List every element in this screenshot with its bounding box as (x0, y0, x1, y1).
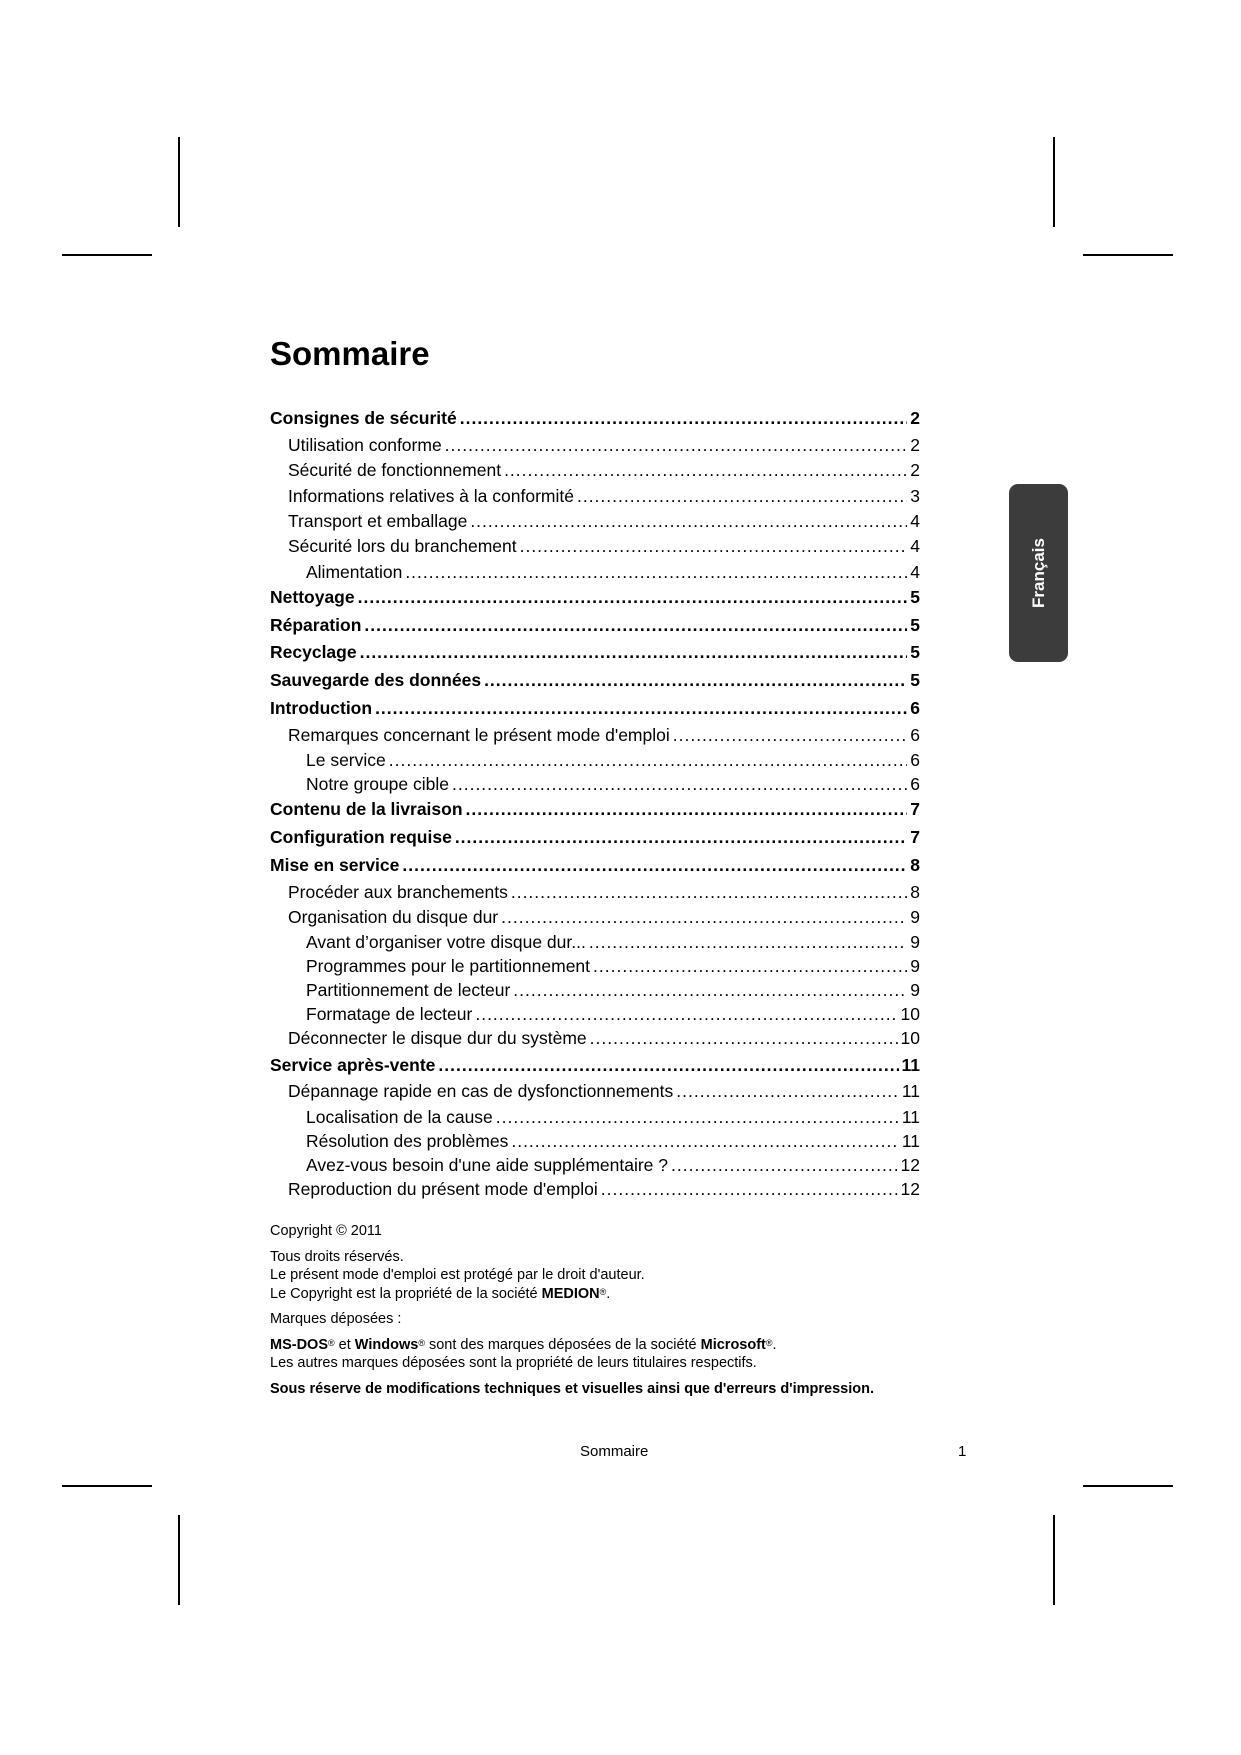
crop-mark-top-right-vertical (1053, 137, 1055, 227)
toc-entry-page: 12 (900, 1154, 920, 1175)
owner-line: Le Copyright est la propriété de la société MEDION®. (270, 1285, 611, 1302)
toc-entry (270, 405, 920, 433)
toc-entry-label: Utilisation conforme (288, 434, 442, 455)
toc-dot-leader (511, 880, 907, 905)
toc-entry-page: 2 (910, 434, 920, 455)
toc-entry-page: 2 (910, 460, 920, 481)
footer-section-name: Sommaire (580, 1443, 649, 1460)
toc-entry-label: Service après-vente (270, 1054, 436, 1075)
toc-dot-leader (504, 458, 907, 483)
toc-entry-label: Reproduction du présent mode d'emploi (288, 1178, 598, 1199)
toc-entry (270, 796, 920, 824)
toc-entry-label: Configuration requise (270, 826, 452, 847)
toc-entry-page: 9 (910, 932, 920, 953)
toc-dot-leader (455, 824, 907, 852)
toc-entry-page: 8 (910, 854, 920, 875)
toc-entry (270, 954, 920, 978)
toc-dot-leader (671, 1153, 898, 1177)
toc-entry-page: 6 (910, 724, 920, 745)
toc-dot-leader (402, 852, 907, 880)
toc-entry-label: Sécurité lors du branchement (288, 536, 517, 557)
toc-entry-page: 3 (910, 485, 920, 506)
toc-entry-label: Localisation de la cause (306, 1106, 493, 1127)
toc-entry (270, 852, 920, 880)
toc-entry (270, 978, 920, 1002)
protected-line: Le présent mode d'emploi est protégé par le droit d'auteur. (270, 1267, 645, 1283)
toc-dot-leader (375, 695, 907, 723)
toc-entry-page: 4 (910, 561, 920, 582)
toc-entry-label: Formatage de lecteur (306, 1004, 473, 1025)
legal-notice (270, 1222, 990, 1398)
toc-dot-leader (590, 1026, 898, 1051)
toc-entry-label: Le service (306, 750, 386, 771)
toc-dot-leader (389, 748, 908, 772)
toc-entry-label: Déconnecter le disque dur du système (288, 1028, 587, 1049)
crop-mark-bottom-left-horizontal (62, 1485, 152, 1487)
toc-entry-page: 6 (910, 774, 920, 795)
page-title: Sommaire (270, 335, 430, 372)
toc-entry-page: 10 (900, 1028, 920, 1049)
toc-dot-leader (445, 433, 908, 458)
toc-entry-label: Nettoyage (270, 586, 355, 607)
toc-entry-label: Résolution des problèmes (306, 1130, 509, 1151)
toc-entry-page: 6 (910, 697, 920, 718)
toc-dot-leader (676, 1079, 899, 1104)
toc-entry (270, 534, 920, 559)
toc-dot-leader (358, 584, 908, 612)
toc-dot-leader (460, 405, 908, 433)
microsoft-brand: Microsoft (700, 1336, 766, 1353)
toc-entry-label: Dépannage rapide en cas de dysfonctionnements (288, 1081, 674, 1102)
copyright-line: Copyright © 2011 (270, 1223, 382, 1239)
toc-dot-leader (360, 639, 908, 667)
toc-dot-leader (466, 796, 908, 824)
toc-entry (270, 824, 920, 852)
toc-entry (270, 509, 920, 534)
trademarks-line: MS-DOS® et Windows® sont des marques déposées de la société Microsoft®. (270, 1336, 777, 1353)
other-trademarks-line: Les autres marques déposées sont la propriété de leurs titulaires respectifs. (270, 1355, 757, 1371)
toc-entry (270, 1026, 920, 1051)
toc-dot-leader (593, 954, 907, 978)
toc-entry-label: Avant d’organiser votre disque dur... (306, 932, 586, 953)
toc-entry-page: 4 (910, 510, 920, 531)
toc-entry-page: 5 (910, 614, 920, 635)
toc-entry-label: Notre groupe cible (306, 774, 449, 795)
toc-entry-label: Recyclage (270, 642, 357, 663)
crop-mark-bottom-right-vertical (1053, 1515, 1055, 1605)
toc-entry-page: 2 (910, 408, 920, 428)
toc-entry (270, 484, 920, 509)
toc-entry (270, 1105, 920, 1129)
toc-entry-label: Sauvegarde des données (270, 670, 482, 691)
toc-entry (270, 433, 920, 458)
toc-dot-leader (673, 723, 908, 748)
toc-entry (270, 612, 920, 640)
toc-entry-label: Réparation (270, 614, 362, 635)
toc-entry-label: Remarques concernant le présent mode d'emploi (288, 724, 670, 745)
toc-entry-page: 7 (910, 826, 920, 847)
toc-dot-leader (601, 1177, 898, 1202)
toc-dot-leader (405, 560, 907, 584)
toc-entry-page: 9 (910, 956, 920, 977)
toc-entry (270, 772, 920, 796)
toc-dot-leader (501, 905, 907, 930)
toc-entry-page: 11 (901, 1054, 920, 1075)
toc-dot-leader (438, 1052, 898, 1080)
toc-entry-page: 5 (910, 670, 920, 691)
crop-mark-top-left-horizontal (62, 254, 152, 256)
toc-entry-label: Introduction (270, 697, 373, 718)
rights-line: Tous droits réservés. (270, 1248, 404, 1265)
toc-dot-leader (511, 1129, 898, 1153)
toc-entry-page: 11 (901, 1130, 920, 1151)
table-of-contents (270, 405, 920, 1202)
toc-entry-label: Consignes de sécurité (270, 408, 457, 428)
toc-entry (270, 1002, 920, 1026)
language-tab-label: Français (1028, 538, 1048, 608)
toc-entry (270, 748, 920, 772)
toc-dot-leader (520, 534, 908, 559)
toc-entry (270, 639, 920, 667)
toc-entry (270, 584, 920, 612)
toc-entry-label: Procéder aux branchements (288, 881, 508, 902)
crop-mark-top-left-vertical (178, 137, 180, 227)
toc-entry-label: Partitionnement de lecteur (306, 980, 511, 1001)
toc-entry-page: 8 (910, 881, 920, 902)
toc-entry (270, 930, 920, 954)
toc-dot-leader (513, 978, 907, 1002)
toc-entry-page: 5 (910, 586, 920, 607)
toc-dot-leader (475, 1002, 897, 1026)
toc-dot-leader (452, 772, 907, 796)
toc-entry-page: 5 (910, 642, 920, 663)
medion-brand: MEDION (541, 1285, 600, 1302)
toc-entry-page: 10 (900, 1004, 920, 1025)
toc-dot-leader (589, 930, 907, 954)
toc-entry-page: 11 (901, 1106, 920, 1127)
toc-dot-leader (484, 667, 907, 695)
footer-page-number: 1 (958, 1443, 967, 1460)
toc-entry (270, 905, 920, 930)
toc-entry-label: Transport et emballage (288, 510, 468, 531)
toc-entry (270, 1153, 920, 1177)
toc-dot-leader (496, 1105, 899, 1129)
trademarks-heading: Marques déposées : (270, 1311, 402, 1327)
toc-entry (270, 560, 920, 584)
toc-entry-label: Organisation du disque dur (288, 906, 499, 927)
toc-entry-label: Informations relatives à la conformité (288, 485, 574, 506)
toc-entry-label: Mise en service (270, 854, 400, 875)
toc-entry (270, 723, 920, 748)
toc-dot-leader (364, 612, 907, 640)
toc-entry-page: 4 (910, 536, 920, 557)
toc-entry-label: Sécurité de fonctionnement (288, 460, 502, 481)
toc-entry-label: Programmes pour le partitionnement (306, 956, 591, 977)
toc-entry (270, 1129, 920, 1153)
toc-entry-page: 9 (910, 906, 920, 927)
toc-entry (270, 1177, 920, 1202)
crop-mark-top-right-horizontal (1083, 254, 1173, 256)
toc-entry-page: 9 (910, 980, 920, 1001)
toc-entry (270, 1079, 920, 1104)
msdos-brand: MS-DOS (270, 1336, 328, 1353)
toc-entry (270, 695, 920, 723)
toc-entry-page: 11 (901, 1081, 920, 1102)
crop-mark-bottom-left-vertical (178, 1515, 180, 1605)
windows-brand: Windows (354, 1336, 419, 1353)
crop-mark-bottom-right-horizontal (1083, 1485, 1173, 1487)
toc-entry (270, 458, 920, 483)
toc-entry-page: 12 (900, 1178, 920, 1199)
language-tab (1009, 484, 1068, 662)
toc-entry-page: 7 (910, 799, 920, 820)
toc-dot-leader (577, 484, 907, 509)
toc-entry (270, 880, 920, 905)
disclaimer: Sous réserve de modifications techniques et visuelles ainsi que d'erreurs d'impression. (270, 1380, 875, 1397)
toc-entry (270, 667, 920, 695)
toc-entry-label: Contenu de la livraison (270, 799, 463, 820)
toc-entry-label: Avez-vous besoin d'une aide supplémentaire ? (306, 1154, 669, 1175)
toc-entry (270, 1052, 920, 1080)
toc-dot-leader (470, 509, 907, 534)
toc-entry-label: Alimentation (306, 561, 403, 582)
toc-entry-page: 6 (910, 750, 920, 771)
